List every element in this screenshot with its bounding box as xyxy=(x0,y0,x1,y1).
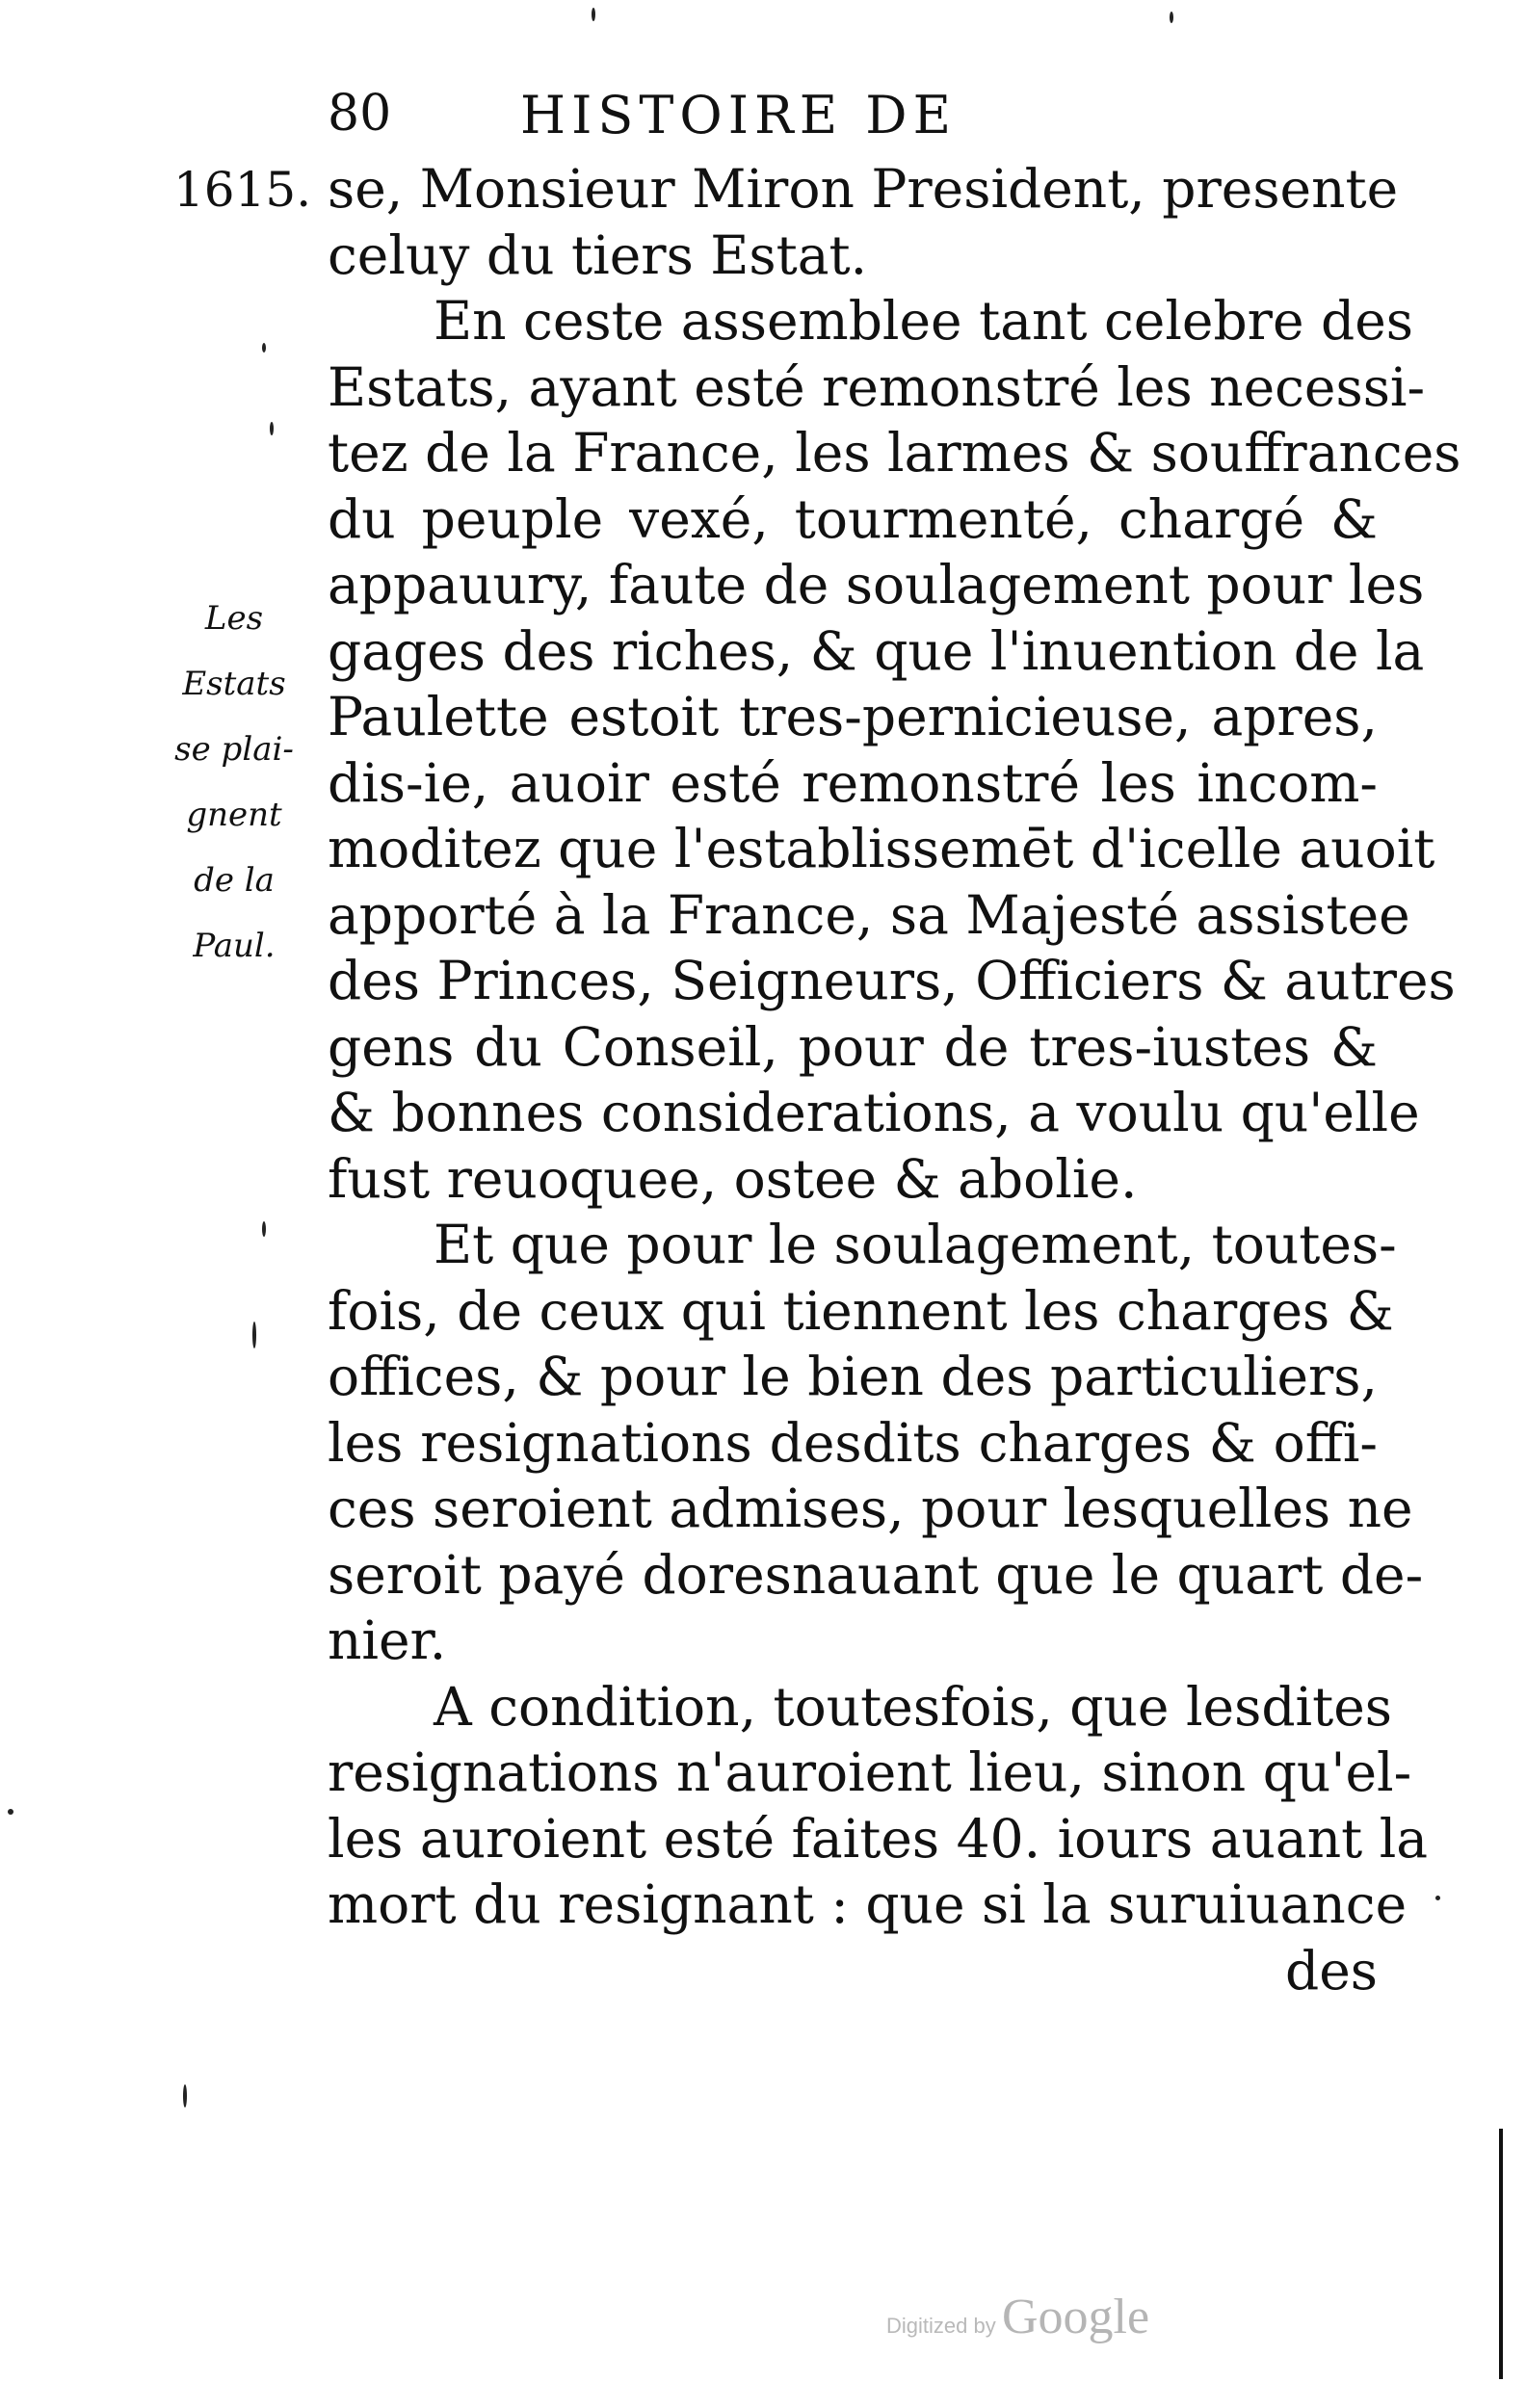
text-line: & bonnes considerations, a voulu qu'elle xyxy=(328,1082,1420,1143)
margin-note-line: Estats xyxy=(182,665,286,703)
ink-speck xyxy=(262,1221,266,1237)
ink-speck xyxy=(262,343,266,353)
digitized-by-label: Digitized by xyxy=(886,2314,996,2338)
text-line: ces seroient admises, pour lesquelles ne xyxy=(328,1478,1413,1539)
margin-year: 1615. xyxy=(173,162,312,218)
text-line: dis-ie, auoir esté remonstré les incom- xyxy=(328,751,1378,814)
ink-speck xyxy=(252,1322,256,1348)
margin-note-line: gnent xyxy=(186,796,282,834)
text-line: nier. xyxy=(328,1610,447,1671)
text-line: resignations n'auroient lieu, sinon qu'el- xyxy=(328,1741,1412,1803)
text-line: A condition, toutesfois, que lesdites xyxy=(434,1675,1392,1738)
text-line: tez de la France, les larmes & souffrances xyxy=(328,422,1461,484)
text-line: fois, de ceux qui tiennent les charges & xyxy=(328,1279,1394,1342)
digitization-watermark xyxy=(886,2285,1195,2352)
text-line: offices, & pour le bien des particuliers, xyxy=(328,1346,1378,1407)
text-line: fust reuoquee, ostee & abolie. xyxy=(328,1147,1138,1210)
margin-note-line: de la xyxy=(194,861,275,900)
page-edge-line xyxy=(1499,2129,1503,2379)
text-line: Paulette estoit tres-pernicieuse, apres, xyxy=(328,686,1378,747)
text-line: se, Monsieur Miron President, presente xyxy=(328,158,1399,220)
text-line: des Princes, Seigneurs, Officiers & autres xyxy=(328,950,1456,1011)
text-line: gages des riches, & que l'inuention de la xyxy=(328,619,1425,682)
text-line: gens du Conseil, pour de tres-iustes & xyxy=(328,1015,1378,1078)
google-logo: Google xyxy=(1002,2290,1150,2344)
ink-speck xyxy=(1170,12,1173,23)
margin-note xyxy=(162,586,306,979)
text-line: les resignations desdits charges & offi- xyxy=(328,1411,1378,1474)
catchword: des xyxy=(1285,1939,1378,2002)
body-text xyxy=(328,156,1461,2003)
ink-speck xyxy=(8,1809,13,1815)
text-line: appauury, faute de soulagement pour les xyxy=(328,554,1425,615)
text-line: moditez que l'establissemēt d'icelle auoit xyxy=(328,818,1435,879)
text-line: celuy du tiers Estat. xyxy=(328,223,868,286)
page-number: 80 xyxy=(328,85,392,143)
text-line: seroit payé doresnauant que le quart de- xyxy=(328,1543,1424,1606)
margin-note-line: Paul. xyxy=(193,927,276,965)
margin-note-line: se plai- xyxy=(174,730,294,769)
page-header xyxy=(328,85,1175,152)
running-title: HISTOIRE DE xyxy=(520,85,957,145)
text-line: apporté à la France, sa Majesté assistee xyxy=(328,883,1410,946)
ink-speck xyxy=(270,422,274,435)
text-line: En ceste assemblee tant celebre des xyxy=(434,290,1413,352)
margin-note-line: Les xyxy=(204,599,264,638)
ink-speck xyxy=(592,8,595,21)
text-line: mort du resignant : que si la suruiuance xyxy=(328,1873,1408,1935)
text-line: les auroient esté faites 40. iours auant la xyxy=(328,1807,1429,1870)
text-line: du peuple vexé, tourmenté, chargé & xyxy=(328,487,1378,550)
ink-speck xyxy=(183,2084,187,2107)
text-line: Estats, ayant esté remonstré les necessi- xyxy=(328,355,1426,418)
ink-speck xyxy=(1435,1896,1440,1900)
text-line: Et que pour le soulagement, toutes- xyxy=(434,1214,1397,1275)
